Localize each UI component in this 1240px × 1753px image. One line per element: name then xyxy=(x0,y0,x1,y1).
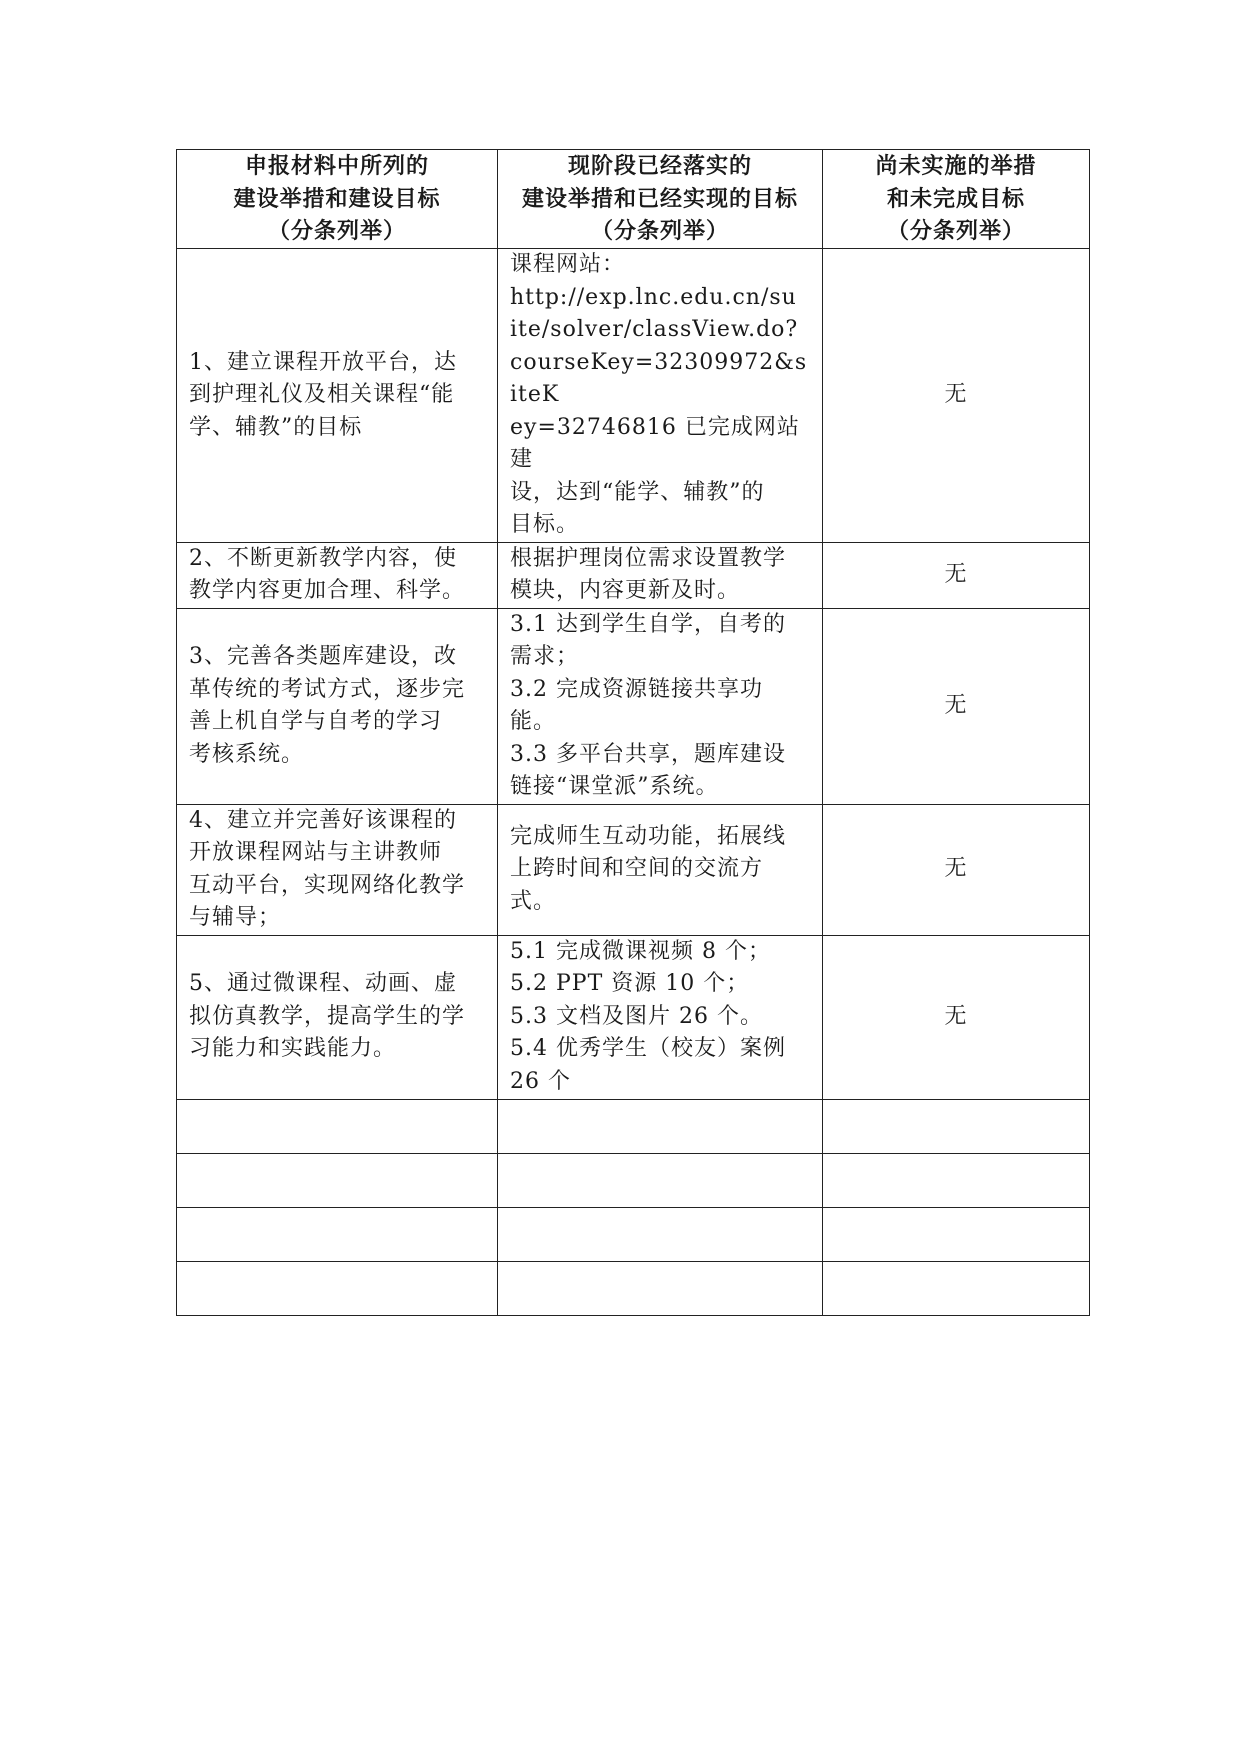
empty-row xyxy=(177,1153,1090,1207)
table-row xyxy=(177,249,1090,543)
cell-line: 2、不断更新教学内容，使 xyxy=(189,545,457,571)
implemented-measure-cell xyxy=(498,935,823,1099)
cell-line: 能。 xyxy=(510,709,557,734)
header-pending-measures xyxy=(823,150,1090,249)
empty-cell xyxy=(498,1153,823,1207)
cell-line: 革传统的考试方式，逐步完 xyxy=(189,676,466,702)
implemented-measure-cell xyxy=(498,249,823,543)
empty-row xyxy=(177,1099,1090,1153)
empty-row xyxy=(177,1207,1090,1261)
cell-line: 尚未实施的举措 xyxy=(875,153,1037,180)
cell-line: 课程网站： xyxy=(510,252,626,277)
empty-cell xyxy=(177,1099,498,1153)
empty-cell xyxy=(498,1261,823,1315)
cell-line: 与辅导； xyxy=(189,905,282,930)
cell-line: 5.3 文档及图片 26 个。 xyxy=(510,1003,763,1029)
empty-cell xyxy=(177,1207,498,1261)
cell-line: 26 个 xyxy=(510,1068,571,1094)
cell-line: 建设举措和已经实现的目标 xyxy=(521,185,798,212)
cell-line: （分条列举） xyxy=(590,218,729,245)
empty-cell xyxy=(823,1261,1090,1315)
cell-line: ey=32746816 已完成网站建 xyxy=(510,414,800,472)
pending-measure-cell: 无 xyxy=(823,608,1090,804)
pending-measure-cell: 无 xyxy=(823,542,1090,608)
cell-line: 互动平台，实现网络化教学 xyxy=(189,872,466,898)
cell-line: 模块，内容更新及时。 xyxy=(510,578,741,603)
progress-table xyxy=(176,149,1090,1316)
cell-line: 完成师生互动功能，拓展线 xyxy=(510,823,787,849)
table-row xyxy=(177,804,1090,935)
cell-line: 5.4 优秀学生（校友）案例 xyxy=(510,1036,786,1062)
cell-line: 申报材料中所列的 xyxy=(244,153,429,180)
cell-line: 5.2 PPT 资源 10 个； xyxy=(510,971,750,997)
cell-line: 根据护理岗位需求设置教学 xyxy=(510,545,787,571)
cell-line: 拟仿真教学，提高学生的学 xyxy=(189,1003,466,1029)
table-row xyxy=(177,608,1090,804)
table-row xyxy=(177,935,1090,1099)
cell-line: 3.1 达到学生自学，自考的 xyxy=(510,611,786,637)
cell-line: 5.1 完成微课视频 8 个； xyxy=(510,938,771,964)
empty-cell xyxy=(823,1153,1090,1207)
cell-line: 式。 xyxy=(510,888,557,914)
cell-line: 目标。 xyxy=(510,512,580,537)
table-row xyxy=(177,542,1090,608)
cell-line: 教学内容更加合理、科学。 xyxy=(189,578,466,603)
empty-cell xyxy=(177,1261,498,1315)
cell-line: 5、通过微课程、动画、虚 xyxy=(189,971,457,997)
cell-line: 建设举措和建设目标 xyxy=(233,185,441,212)
cell-line: 需求； xyxy=(510,644,580,669)
cell-line: 设，达到“能学、辅教”的 xyxy=(510,479,765,505)
cell-line: 考核系统。 xyxy=(189,741,305,767)
pending-measure-cell: 无 xyxy=(823,804,1090,935)
cell-line: （分条列举） xyxy=(267,218,406,245)
cell-line: 3.2 完成资源链接共享功 xyxy=(510,676,763,702)
planned-measure-cell xyxy=(177,804,498,935)
cell-line: 链接“课堂派”系统。 xyxy=(510,774,719,799)
empty-cell xyxy=(823,1099,1090,1153)
cell-line: 开放课程网站与主讲教师 xyxy=(189,840,443,865)
cell-line: 学、辅教”的目标 xyxy=(189,414,363,440)
cell-line: courseKey=32309972&siteK xyxy=(510,349,808,407)
pending-measure-cell: 无 xyxy=(823,935,1090,1099)
cell-line: 善上机自学与自考的学习 xyxy=(189,709,443,734)
cell-line: 上跨时间和空间的交流方 xyxy=(510,856,764,882)
empty-cell xyxy=(823,1207,1090,1261)
header-implemented-measures xyxy=(498,150,823,249)
header-row xyxy=(177,150,1090,249)
planned-measure-cell xyxy=(177,935,498,1099)
implemented-measure-cell xyxy=(498,542,823,608)
cell-line: ite/solver/classView.do? xyxy=(510,317,799,342)
empty-cell xyxy=(498,1099,823,1153)
empty-row xyxy=(177,1261,1090,1315)
cell-line: 4、建立并完善好该课程的 xyxy=(189,807,457,833)
cell-line: 3.3 多平台共享，题库建设 xyxy=(510,741,786,767)
cell-line: 3、完善各类题库建设，改 xyxy=(189,644,457,669)
cell-line: 现阶段已经落实的 xyxy=(567,153,752,180)
empty-cell xyxy=(177,1153,498,1207)
implemented-measure-cell xyxy=(498,804,823,935)
planned-measure-cell xyxy=(177,608,498,804)
cell-line: 和未完成目标 xyxy=(886,185,1025,212)
planned-measure-cell xyxy=(177,249,498,543)
cell-line: 1、建立课程开放平台，达 xyxy=(189,349,457,375)
cell-line: （分条列举） xyxy=(886,218,1025,245)
cell-line: 习能力和实践能力。 xyxy=(189,1036,397,1062)
empty-cell xyxy=(498,1207,823,1261)
planned-measure-cell xyxy=(177,542,498,608)
cell-line: 到护理礼仪及相关课程“能 xyxy=(189,382,455,407)
header-planned-measures xyxy=(177,150,498,249)
pending-measure-cell: 无 xyxy=(823,249,1090,543)
cell-line: http://exp.lnc.edu.cn/su xyxy=(510,284,797,310)
implemented-measure-cell xyxy=(498,608,823,804)
